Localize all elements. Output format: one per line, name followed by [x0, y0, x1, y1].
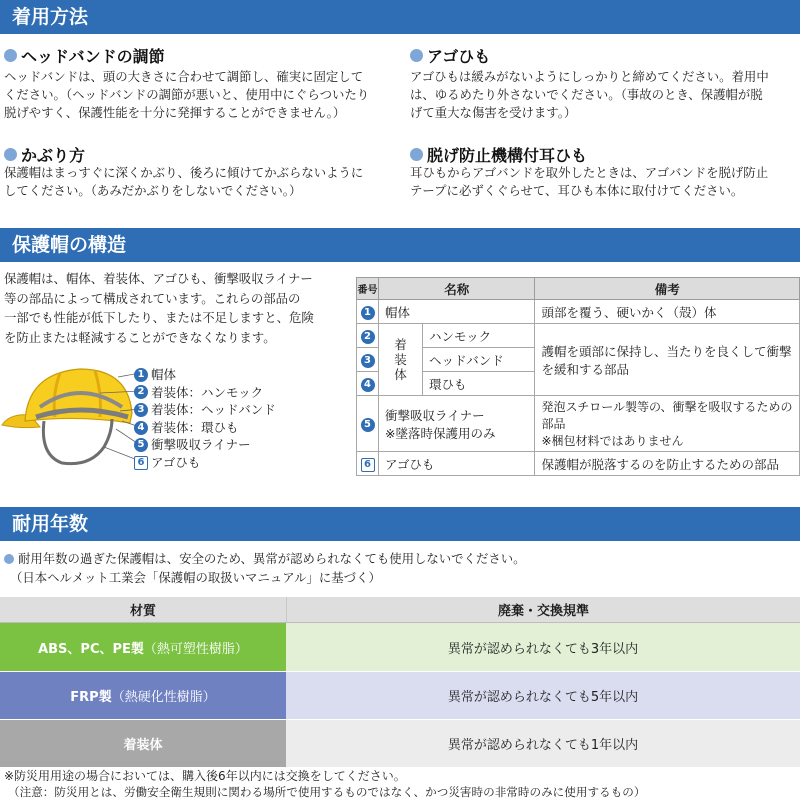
footnote-caution: （注意：防災用とは、労働安全衛生規則に関わる場所で使用するものではなく、かつ災害時の非常時のみに使用するもの） — [8, 785, 646, 799]
helmet-parts-legend — [134, 366, 276, 472]
material-name: 着装体 — [123, 738, 163, 753]
number-badge-icon: 2 — [134, 385, 148, 399]
table-header-row — [0, 597, 800, 623]
subhead-headband-label: ヘッドバンドの調節 — [21, 47, 165, 66]
row-remark: 保護帽が脱落するのを防止するための部品 — [535, 452, 800, 476]
row-remark — [535, 396, 800, 452]
column-header-rule: 廃棄・交換規準 — [286, 597, 800, 622]
text-line: ヘッドバンドは、頭の大きさに合わせて調節し、確実に固定して — [4, 69, 364, 84]
text-line: アゴひもは緩みがないようにしっかりと締めてください。着用中 — [410, 69, 769, 84]
bullet-dot-icon — [410, 49, 423, 62]
number-badge-icon: 4 — [361, 378, 375, 392]
group-remark — [535, 324, 800, 396]
text-line: 等の部品によって構成されています。これらの部品の — [4, 290, 301, 306]
subhead-earstrap-label: 脱げ防止機構付耳ひも — [427, 146, 588, 165]
legend-item — [134, 454, 276, 472]
column-header-name: 名称 — [379, 278, 535, 300]
text-line: （日本ヘルメット工業会「保護帽の取扱いマニュアル」に基づく） — [10, 570, 381, 585]
number-badge-icon: 1 — [134, 368, 148, 382]
number-badge-icon: 3 — [134, 403, 148, 417]
material-name: ABS、PC、PE製 — [38, 641, 144, 657]
table-row — [0, 671, 800, 719]
material-cell — [0, 672, 286, 719]
bullet-dot-icon — [4, 49, 17, 62]
table-header-row — [357, 278, 800, 300]
material-cell — [0, 623, 286, 671]
structure-table — [356, 277, 800, 476]
text-line: 保護帽はまっすぐに深くかぶり、後ろに傾けてかぶらないように — [4, 165, 364, 180]
section-header-structure: 保護帽の構造 — [0, 228, 800, 262]
durability-note — [4, 549, 800, 587]
number-badge-icon: 1 — [361, 306, 375, 320]
column-header-remarks: 備考 — [535, 278, 800, 300]
legend-item — [134, 401, 276, 419]
text-line: してください。（あみだかぶりをしないでください。） — [4, 183, 302, 198]
row-num — [357, 396, 379, 452]
legend-label: 衝撃吸収ライナー — [151, 437, 251, 453]
number-badge-icon: 5 — [134, 438, 148, 452]
text-line: 脱げやすく、保護性能を十分に発揮することができません。） — [4, 105, 346, 120]
paragraph-earstrap — [410, 164, 800, 200]
text-line — [4, 549, 800, 568]
table-row — [357, 324, 800, 348]
column-header-num: 番号 — [357, 278, 379, 300]
subhead-wearing-label: かぶり方 — [21, 146, 86, 165]
text-line: 衝撃吸収ライナー — [385, 407, 485, 423]
material-note: （熱可塑性樹脂） — [143, 641, 248, 657]
row-num — [357, 348, 379, 372]
number-badge-icon: 6 — [134, 456, 148, 470]
text-line: は、ゆるめたり外さないでください。（事故のとき、保護帽が脱 — [410, 87, 763, 102]
helmet-illustration-icon — [0, 355, 145, 475]
row-num — [357, 300, 379, 324]
row-name — [379, 396, 535, 452]
row-num — [357, 372, 379, 396]
text-line: 一部でも性能が低下したり、または不足しますと、危険 — [4, 310, 314, 325]
table-row — [357, 396, 800, 452]
legend-item — [134, 384, 276, 402]
text-line: 耳ひもからアゴバンドを取外したときは、アゴバンドを脱げ防止 — [410, 165, 769, 180]
row-name: 環ひも — [423, 372, 535, 396]
column-header-material: 材質 — [129, 604, 156, 619]
rule-cell: 異常が認められなくても5年以内 — [286, 672, 800, 719]
legend-label: 着装体：ヘッドバンド — [151, 402, 276, 418]
text-line: ※墜落時保護用のみ — [385, 425, 496, 441]
text-line: ※梱包材料ではありません — [541, 434, 684, 448]
number-badge-icon: 2 — [361, 330, 375, 344]
note-text: 耐用年数の過ぎた保護帽は、安全のため、異常が認められなくても使用しないでください。 — [18, 551, 526, 566]
paragraph-wearing — [4, 164, 400, 200]
material-cell — [0, 720, 286, 767]
legend-item — [134, 366, 276, 384]
table-row — [357, 452, 800, 476]
bullet-dot-icon — [4, 554, 14, 564]
text-line: 保護帽は、帽体、着装体、アゴひも、衝撃吸収ライナー — [4, 271, 313, 286]
material-name: FRP製 — [70, 690, 112, 705]
text-line: テープに必ずくぐらせて、耳ひも本体に取付けてください。 — [410, 183, 744, 198]
text-line: を防止または軽減することができなくなります。 — [4, 329, 276, 345]
subhead-chinstrap-label: アゴひも — [427, 47, 491, 66]
group-label-wearing-body — [379, 324, 423, 396]
text-line: 護帽を頭部に保持し、当たりを良くして衝撃 — [541, 343, 792, 359]
number-badge-icon: 6 — [361, 458, 375, 472]
text-line: ください。（ヘッドバンドの調節が悪いと、使用中にぐらついたり — [4, 87, 370, 102]
row-name: ハンモック — [423, 324, 535, 348]
paragraph-structure-intro — [4, 269, 349, 347]
row-num — [357, 324, 379, 348]
number-badge-icon: 4 — [134, 421, 148, 435]
bullet-dot-icon — [410, 148, 423, 161]
legend-label: 着装体：ハンモック — [151, 384, 264, 400]
subhead-earstrap — [410, 143, 587, 166]
legend-item — [134, 419, 276, 437]
text-line: 発泡スチロール製等の、衝撃を吸収するための部品 — [541, 400, 793, 431]
text-line: げて重大な傷害を受けます。） — [410, 105, 577, 120]
row-name: ヘッドバンド — [423, 348, 535, 372]
subhead-chinstrap — [410, 44, 490, 67]
paragraph-chinstrap — [410, 68, 800, 122]
section-header-usage: 着用方法 — [0, 0, 800, 34]
paragraph-headband — [4, 68, 400, 122]
text-line: を緩和する部品 — [541, 361, 629, 377]
group-label-text: 着 装 体 — [394, 337, 407, 382]
legend-label: 着装体：環ひも — [151, 419, 239, 435]
footnote-disaster: ※防災用用途の場合においては、購入後6年以内には交換をしてください。 — [4, 769, 406, 783]
subhead-wearing — [4, 143, 85, 166]
table-row — [0, 623, 800, 671]
rule-cell: 異常が認められなくても3年以内 — [286, 623, 800, 671]
row-remark: 頭部を覆う、硬いかく（殻）体 — [535, 300, 800, 324]
row-name: 帽体 — [379, 300, 535, 324]
bullet-dot-icon — [4, 148, 17, 161]
section-header-durability: 耐用年数 — [0, 507, 800, 541]
legend-label: 帽体 — [151, 367, 177, 382]
row-num — [357, 452, 379, 476]
rule-cell: 異常が認められなくても1年以内 — [286, 720, 800, 767]
number-badge-icon: 3 — [361, 354, 375, 368]
material-note: （熱硬化性樹脂） — [111, 690, 216, 705]
row-name: アゴひも — [379, 452, 535, 476]
legend-label: アゴひも — [151, 454, 201, 470]
table-row — [0, 719, 800, 767]
number-badge-icon: 5 — [361, 418, 375, 432]
legend-item — [134, 436, 276, 454]
subhead-headband — [4, 44, 165, 67]
table-row — [357, 300, 800, 324]
durability-table — [0, 597, 800, 767]
